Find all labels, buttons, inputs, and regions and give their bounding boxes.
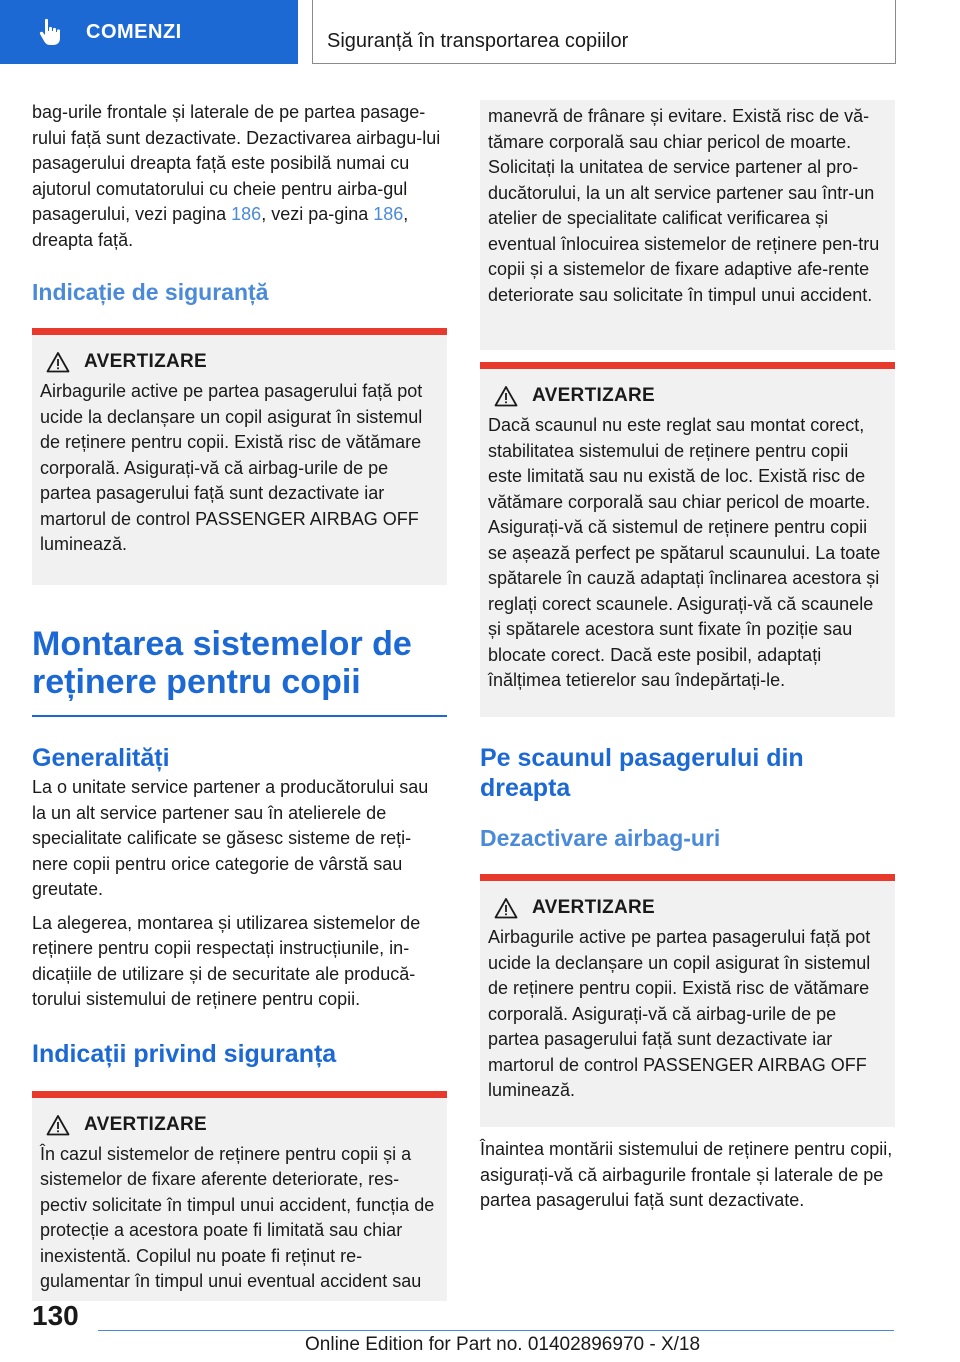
final-paragraph: Înaintea montării sistemului de reținere pentru copii, asigurați-vă că airbagurile frontale și laterale de pe partea pasagerului față sunt dezactivate. — [480, 1139, 893, 1210]
right-column — [480, 100, 895, 1214]
section-title-box — [312, 0, 896, 64]
left-column — [32, 100, 447, 1301]
warning-text: Airbagurile active pe partea pasagerului față pot ucide la declanșare un copil asigurat în sistemul de reținere pentru copii. Există risc de vătămare corporală. Asigurați-vă că airbag-urile de pe partea pasagerului față sunt dezactivate iar martorul de control PASSENGER AIRBAG OFF luminează. — [40, 381, 423, 554]
heading-general: Generalități — [32, 744, 170, 772]
warning-title: AVERTIZARE — [532, 897, 655, 918]
heading-safety-note: Indicație de siguranță — [32, 279, 269, 305]
warning-box-1 — [32, 328, 447, 585]
section-title: Siguranță în transportarea copiilor — [327, 30, 629, 52]
header-tab-label: COMENZI — [86, 20, 182, 43]
warning-triangle-icon — [46, 1114, 70, 1136]
intro-text-1: bag-urile frontale și laterale de pe partea pasage-rului față sunt dezactivate. Dezactivarea airbagu-lui pasagerului dreapta față este posibilă numai cu ajutorul comutatorului cu cheie pentru airba-gul pasagerului, vezi pagina — [32, 102, 441, 224]
warning-title: AVERTIZARE — [532, 385, 655, 406]
heading-passenger-seat: Pe scaunul pasagerului din dreapta — [480, 744, 804, 802]
warning-text: Dacă scaunul nu este reglat sau montat corect, stabilitatea sistemului de reținere pentru copii este limitată sau nu există de loc. Există risc de vătămare corporală sau chiar pericol de moarte. Asigurați-vă că sistemul de reținere pentru copii se așează perfect pe spătarul scaunului. La toate spătarele în cauză adaptați înclinarea acestora și reglați corect scaunele. Asigurați-vă că scaunele și spătarele acestora sunt fixate în poziție sau blocate corect. Dacă este posibil, adaptați înălțimea tetierelor sau îndepărtați-le. — [488, 415, 881, 690]
warning-triangle-icon — [46, 351, 70, 373]
warning-text-continued: manevră de frânare și evitare. Există risc de vă-tămare corporală sau chiar pericol de moarte. Solicitați la unitatea de service partener al pro-ducătorului, la un alt service partener sau într-un atelier de specialitate calificat verificarea și eventual înlocuirea sistemelor de reținere pen-tru copii și a sistemelor de fixare adaptive afe-rente deteriorate sau solicitate în timpul unui accident. — [488, 106, 880, 305]
warning-title: AVERTIZARE — [84, 351, 207, 372]
footer-rule — [98, 1330, 894, 1331]
edition-note: Online Edition for Part no. 01402896970 - X/18 — [305, 1334, 701, 1355]
warning-box-2-continued — [480, 100, 895, 350]
warning-box-4 — [480, 874, 895, 1127]
warning-text: Airbagurile active pe partea pasagerului față pot ucide la declanșare un copil asigurat în sistemul de reținere pentru copii. Există risc de vătămare corporală. Asigurați-vă că airbag-urile de pe partea pasagerului față sunt dezactivate iar martorul de control PASSENGER AIRBAG OFF luminează. — [488, 927, 871, 1100]
warning-text: În cazul sistemelor de reținere pentru copii și a sistemelor de fixare aferente deteriorate, res-pectiv solicitate în timpul unui accident, funcția de protecție a acestora poate fi limitată sau chiar inexistentă. Copilul nu poate fi reținut re-gulamentar în timpul unui eventual accident sau — [40, 1143, 435, 1291]
general-paragraph-2: La alegerea, montarea și utilizarea sistemelor de reținere pentru copii respectați instrucțiunile, in-dicațiile de utilizare și de securitate ale producă-torului sistemului de reținere pentru copii. — [32, 912, 421, 1009]
page-link-186-b[interactable]: 186 — [373, 204, 404, 224]
warning-box-3 — [480, 362, 895, 717]
warning-title: AVERTIZARE — [84, 1113, 207, 1135]
intro-paragraph — [32, 100, 447, 253]
heading-safety-guidelines: Indicații privind siguranța — [32, 1039, 337, 1068]
heading-airbag-deactivation: Dezactivare airbag-uri — [480, 825, 721, 851]
main-heading: Montarea sistemelor de reținere pentru copii — [32, 625, 412, 701]
warning-box-2 — [32, 1091, 447, 1301]
intro-text-3: , dreapta față. — [32, 204, 409, 250]
warning-triangle-icon — [494, 897, 518, 919]
page-number: 130 — [32, 1300, 79, 1331]
warning-triangle-icon — [494, 385, 518, 407]
page-link-186-a[interactable]: 186 — [231, 204, 262, 224]
header-tab-controls[interactable] — [0, 0, 298, 64]
general-paragraph-1: La o unitate service partener a producătorului sau la un alt service partener sau în atelierele de specialitate calificate se găsesc sisteme de reți-nere copii pentru orice categorie de vârstă sau greutate. — [32, 777, 429, 899]
intro-text-2: , vezi pa-gina — [261, 204, 374, 224]
heading-rule — [32, 715, 447, 717]
hand-pointer-icon — [36, 17, 66, 47]
